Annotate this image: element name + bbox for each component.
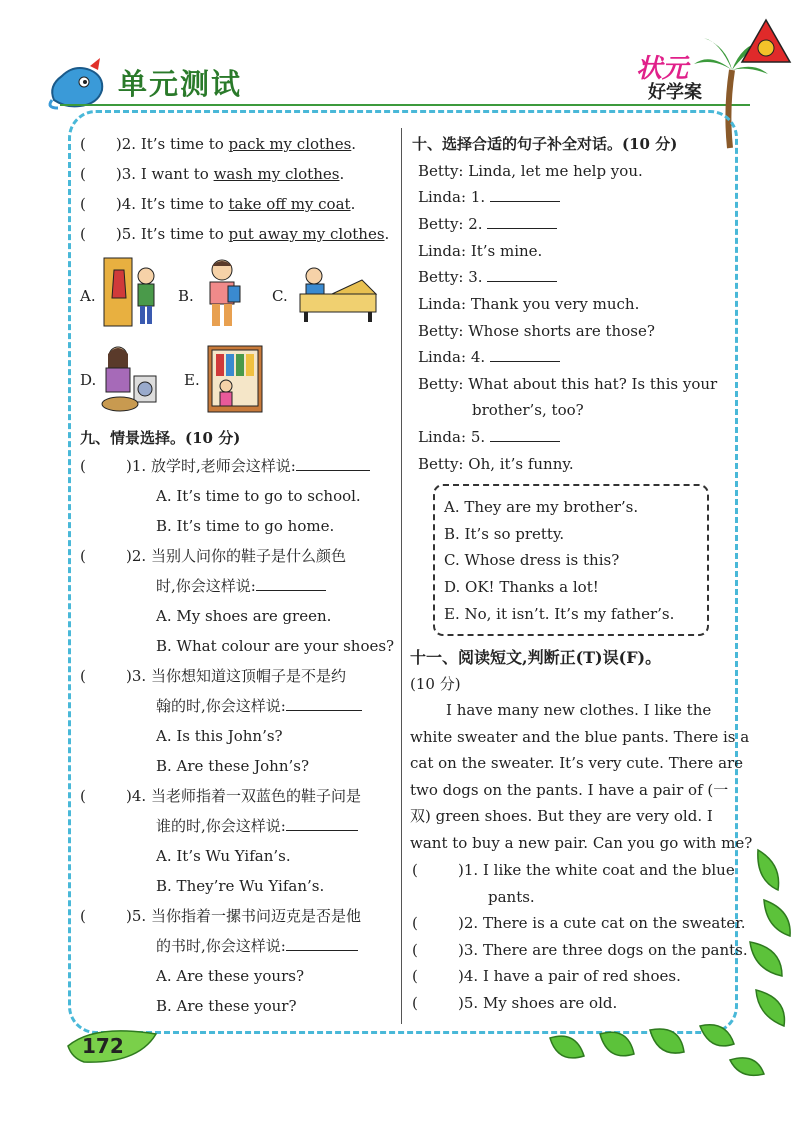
- q9-3-stem: )3. 当你想知道这顶帽子是不是约: [126, 667, 346, 685]
- option-d: D. OK! Thanks a lot!: [444, 578, 599, 596]
- page-title: 单元测试: [118, 67, 243, 101]
- q9-2-stem: )2. 当别人问你的鞋子是什么颜色: [126, 547, 346, 565]
- dialogue-line: Linda: Thank you very much.: [418, 295, 640, 313]
- q9-5-paren: (: [80, 907, 86, 925]
- option-e: E. No, it isn’t. It’s my father’s.: [444, 605, 675, 623]
- q9-5-stem: )5. 当你指着一摞书问迈克是否是他: [126, 907, 361, 925]
- pic-label-e: E.: [184, 371, 200, 389]
- q9-2-option-b: B. What colour are your shoes?: [156, 637, 395, 655]
- passage-line: want to buy a new pair. Can you go with me?: [410, 834, 753, 852]
- q9-1-option-a: A. It’s time to go to school.: [156, 487, 361, 505]
- q9-5-stem-cont: 的书时,你会这样说:: [156, 936, 358, 956]
- q9-4-option-b: B. They’re Wu Yifan’s.: [156, 877, 325, 895]
- dialogue-line: Linda: 4.: [418, 347, 560, 367]
- answer-blank[interactable]: [286, 936, 358, 951]
- option-c: C. Whose dress is this?: [444, 551, 620, 569]
- passage-line: I have many new clothes. I like the: [446, 701, 712, 719]
- tf-2-paren: (: [412, 914, 418, 932]
- answer-blank[interactable]: [296, 456, 370, 471]
- tf-1-cont: pants.: [488, 888, 535, 906]
- dialogue-line: Linda: It’s mine.: [418, 242, 543, 260]
- q9-2-option-a: A. My shoes are green.: [156, 607, 332, 625]
- answer-blank[interactable]: [487, 214, 557, 229]
- q9-3-paren: (: [80, 667, 86, 685]
- tf-4-paren: (: [412, 967, 418, 985]
- tf-5: )5. My shoes are old.: [458, 994, 618, 1012]
- q9-5-option-a: A. Are these yours?: [156, 967, 305, 985]
- dialogue-line: Betty: Whose shorts are those?: [418, 322, 655, 340]
- passage-line: white sweater and the blue pants. There is a: [410, 728, 750, 746]
- section-9-title: 九、情景选择。(10 分): [80, 429, 241, 447]
- pic-label-c: C.: [272, 287, 288, 305]
- match-item: ( )3. I want to wash my clothes.: [80, 165, 345, 183]
- pic-label-a: A.: [80, 287, 96, 305]
- leaves-decoration-icon: [520, 830, 800, 1080]
- section-11-score: (10 分): [410, 675, 461, 693]
- q9-3-stem-cont: 翰的时,你会这样说:: [156, 696, 362, 716]
- passage-line: 双) green shoes. But they are very old. I: [410, 807, 713, 825]
- tf-3: )3. There are three dogs on the pants.: [458, 941, 748, 959]
- dialogue-line: Linda: 5.: [418, 427, 560, 447]
- dialogue-line: Betty: 3.: [418, 267, 557, 287]
- picture-a-hanging-coat: [100, 254, 164, 330]
- answer-blank[interactable]: [487, 267, 557, 282]
- q9-3-option-b: B. Are these John’s?: [156, 757, 309, 775]
- q9-4-option-a: A. It’s Wu Yifan’s.: [156, 847, 291, 865]
- brand-logo-bottom: 好学案: [648, 82, 702, 103]
- passage-line: cat on the sweater. It’s very cute. There are: [410, 754, 744, 772]
- tf-2: )2. There is a cute cat on the sweater.: [458, 914, 746, 932]
- q9-1-stem: )1. 放学时,老师会这样说:: [126, 456, 370, 476]
- tf-4: )4. I have a pair of red shoes.: [458, 967, 681, 985]
- answer-blank[interactable]: [286, 696, 362, 711]
- tf-5-paren: (: [412, 994, 418, 1012]
- q9-1-paren: (: [80, 457, 86, 475]
- answer-blank[interactable]: [490, 347, 560, 362]
- answer-blank[interactable]: [286, 816, 358, 831]
- logo-triangle-icon: [740, 18, 792, 64]
- dialogue-line: Linda: 1.: [418, 187, 560, 207]
- q9-4-stem-cont: 谁的时,你会这样说:: [156, 816, 358, 836]
- brand-logo-top: 状元: [636, 54, 689, 84]
- tf-1-paren: (: [412, 861, 418, 879]
- dialogue-line: Betty: Linda, let me help you.: [418, 162, 643, 180]
- q9-2-paren: (: [80, 547, 86, 565]
- q9-5-option-b: B. Are these your?: [156, 997, 297, 1015]
- page-number: 172: [82, 1034, 124, 1058]
- q9-4-paren: (: [80, 787, 86, 805]
- dialogue-line: Betty: What about this hat? Is this your: [418, 375, 718, 393]
- tf-1: )1. I like the white coat and the blue: [458, 861, 735, 879]
- answer-blank[interactable]: [490, 187, 560, 202]
- dialogue-line: Betty: 2.: [418, 214, 557, 234]
- picture-d-washing-clothes: [98, 342, 160, 414]
- picture-c-packing-suitcase: [292, 264, 384, 324]
- q9-2-stem-cont: 时,你会这样说:: [156, 576, 326, 596]
- match-item: ( )2. It’s time to pack my clothes.: [80, 135, 357, 153]
- match-item: ( )5. It’s time to put away my clothes.: [80, 225, 390, 243]
- dialogue-line: brother’s, too?: [472, 401, 584, 419]
- picture-b-boy-clothes: [200, 256, 244, 332]
- answer-blank[interactable]: [490, 427, 560, 442]
- q9-3-option-a: A. Is this John’s?: [156, 727, 283, 745]
- q9-1-option-b: B. It’s time to go home.: [156, 517, 335, 535]
- pic-label-d: D.: [80, 371, 97, 389]
- section-10-title: 十、选择合适的句子补全对话。(10 分): [412, 135, 678, 153]
- column-divider: [401, 128, 402, 1024]
- picture-e-wardrobe: [206, 344, 264, 414]
- option-b: B. It’s so pretty.: [444, 525, 565, 543]
- dialogue-line: Betty: Oh, it’s funny.: [418, 455, 574, 473]
- tf-3-paren: (: [412, 941, 418, 959]
- pic-label-b: B.: [178, 287, 194, 305]
- match-item: ( )4. It’s time to take off my coat.: [80, 195, 356, 213]
- option-a: A. They are my brother’s.: [444, 498, 639, 516]
- section-11-title: 十一、阅读短文,判断正(T)误(F)。: [410, 648, 662, 667]
- q9-4-stem: )4. 当老师指着一双蓝色的鞋子问是: [126, 787, 361, 805]
- answer-blank[interactable]: [256, 576, 326, 591]
- passage-line: two dogs on the pants. I have a pair of (一: [410, 781, 729, 799]
- header-rule: [60, 104, 750, 106]
